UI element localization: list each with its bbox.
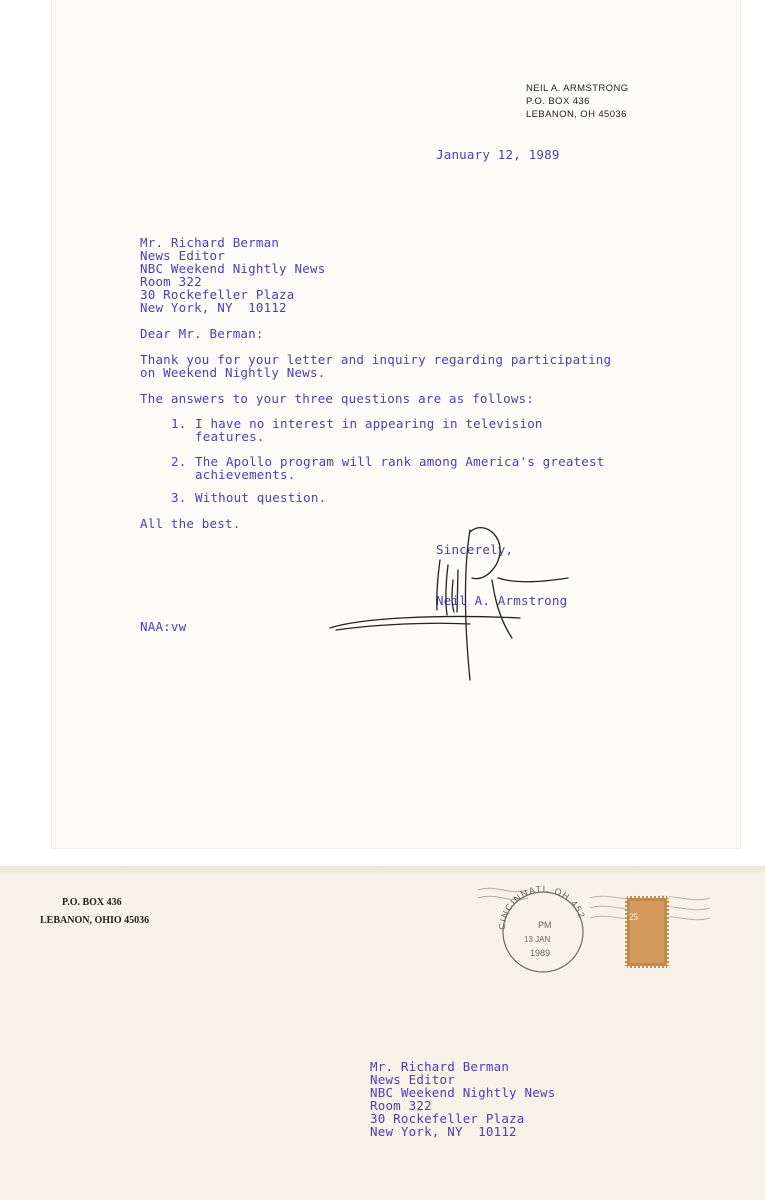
answer-line: I have no interest in appearing in television (195, 416, 543, 431)
paragraph-line: The answers to your three questions are as follows: (140, 391, 535, 406)
stamp-face (630, 901, 664, 963)
recipient-line: Room 322 (140, 274, 202, 289)
valediction: Sincerely, (436, 542, 514, 557)
envelope-recipient-line: NBC Weekend Nightly News (370, 1085, 556, 1100)
postage-stamp (625, 896, 669, 968)
envelope-recipient-line: 30 Rockefeller Plaza (370, 1111, 525, 1126)
envelope-recipient-line: News Editor (370, 1072, 455, 1087)
answer-line: Without question. (195, 490, 327, 505)
return-box: P.O. BOX 436 (62, 897, 122, 908)
letterhead (526, 82, 629, 121)
stamp-value: 25 (629, 912, 638, 922)
recipient-line: NBC Weekend Nightly News (140, 261, 326, 276)
answer-number: 3. (171, 490, 187, 505)
answer-line: The Apollo program will rank among America's greatest (195, 454, 605, 469)
answer-line: achievements. (195, 467, 296, 482)
cancellation-lines-icon (590, 878, 750, 978)
paragraph-line: on Weekend Nightly News. (140, 365, 326, 380)
answer-number: 1. (171, 416, 187, 431)
letterhead-name: NEIL A. ARMSTRONG (526, 83, 629, 94)
letterhead-box: P.O. BOX 436 (526, 96, 590, 107)
closing-line: All the best. (140, 516, 241, 531)
envelope-recipient-line: Room 322 (370, 1098, 432, 1113)
postmark-time: PM (538, 920, 552, 930)
envelope-return-address (40, 894, 149, 930)
envelope-recipient-line: Mr. Richard Berman (370, 1059, 510, 1074)
salutation: Dear Mr. Berman: (140, 326, 264, 341)
recipient-line: 30 Rockefeller Plaza (140, 287, 295, 302)
postmark-city: CINCINNATI, OH 452 (496, 883, 588, 931)
recipient-line: Mr. Richard Berman (140, 235, 280, 250)
signature-icon (320, 520, 580, 690)
signer-name: Neil A. Armstrong (436, 593, 568, 608)
letter-date: January 12, 1989 (436, 147, 560, 162)
answer-line: features. (195, 429, 265, 444)
typist-initials: NAA:vw (140, 619, 187, 634)
answer-number: 2. (171, 454, 187, 469)
envelope-flap (0, 866, 765, 876)
paragraph-line: Thank you for your letter and inquiry regarding participating (140, 352, 612, 367)
postmark-date: 13 JAN (524, 935, 551, 944)
envelope-recipient-line: New York, NY 10112 (370, 1124, 517, 1139)
recipient-line: New York, NY 10112 (140, 300, 287, 315)
letterhead-city: LEBANON, OH 45036 (526, 109, 627, 120)
recipient-line: News Editor (140, 248, 225, 263)
postmark-icon (478, 870, 608, 980)
return-city: LEBANON, OHIO 45036 (40, 915, 150, 926)
postmark-year: 1989 (530, 948, 551, 958)
